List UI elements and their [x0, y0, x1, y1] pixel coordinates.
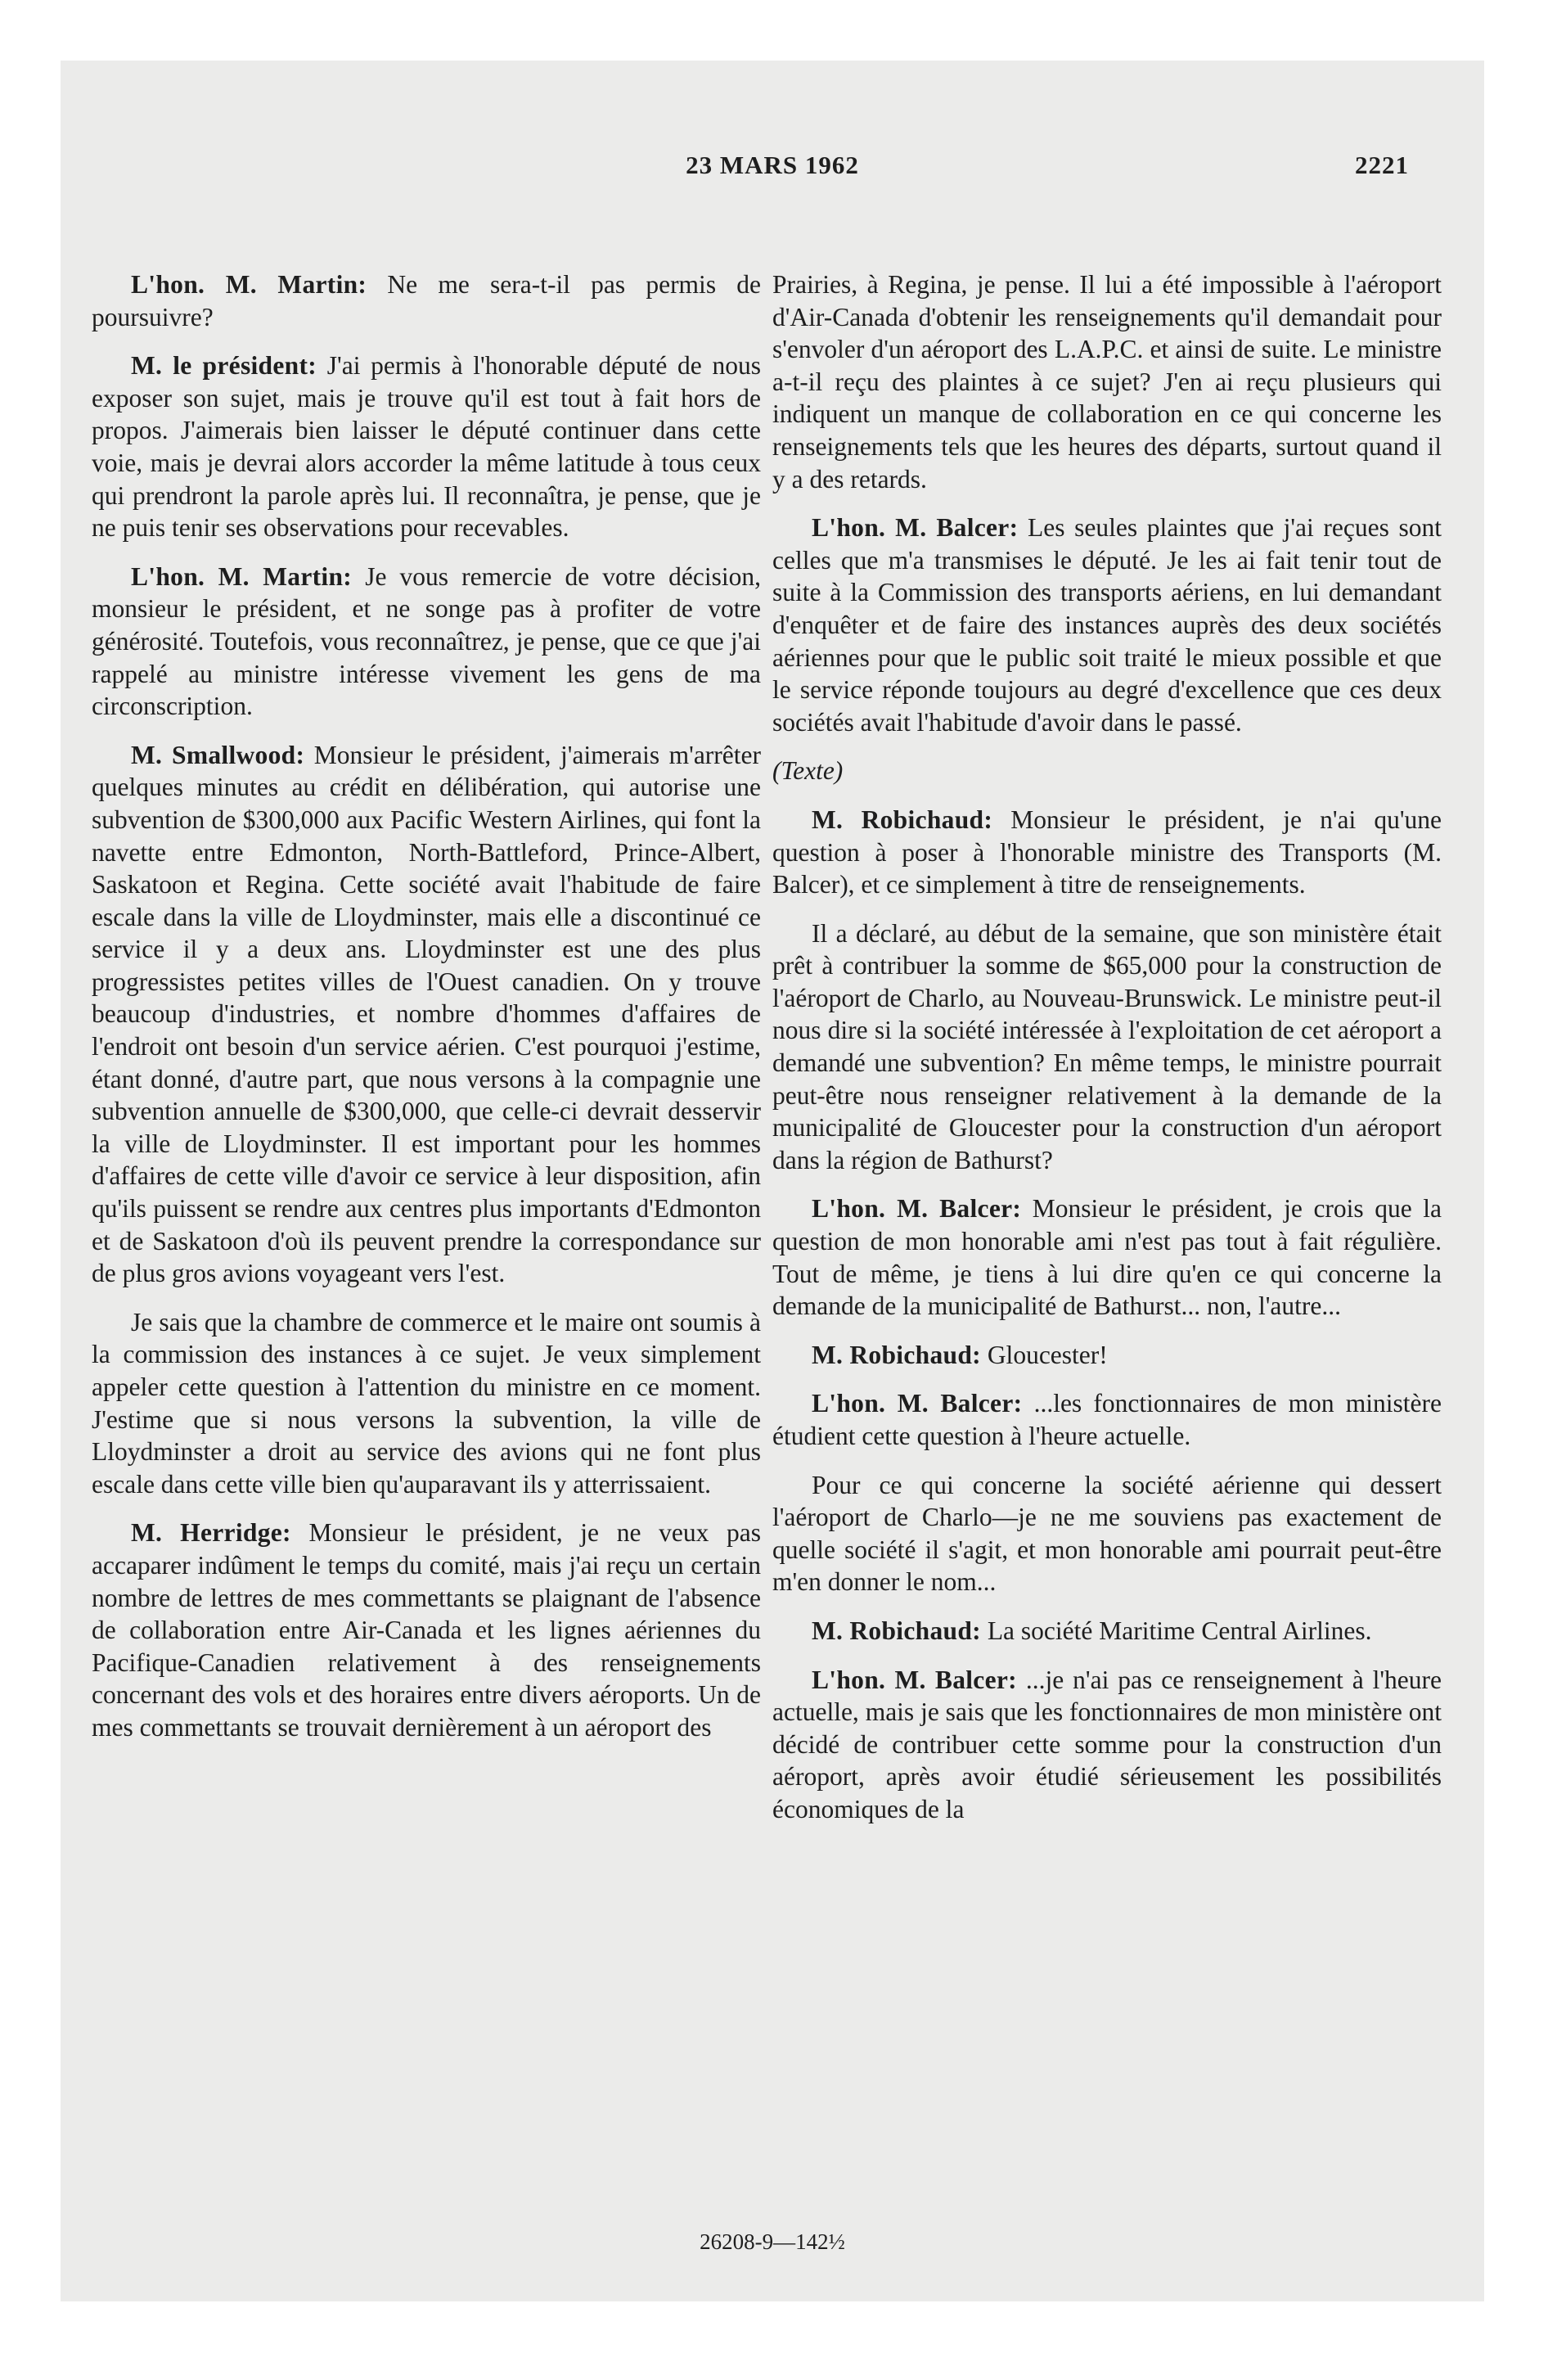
paragraph-text: Monsieur le président, je n'ai qu'une question à poser à l'honorable ministre des Transports (M. Balcer), et ce simplement à titre de renseignements. [772, 805, 1442, 899]
paragraph [92, 1306, 761, 1501]
paragraph-text: Gloucester! [980, 1340, 1108, 1369]
paragraph [772, 268, 1442, 495]
paragraph [92, 739, 761, 1290]
paragraph [772, 1615, 1442, 1648]
speaker-name: L'hon. M. Martin: [131, 270, 367, 299]
paragraph [772, 1387, 1442, 1452]
speaker-name: L'hon. M. Balcer: [812, 1389, 1023, 1418]
paragraph [92, 268, 761, 333]
paragraph-text: La société Maritime Central Airlines. [980, 1616, 1372, 1645]
paragraph [772, 917, 1442, 1177]
right-column [772, 268, 1442, 1842]
paragraph [772, 512, 1442, 738]
paragraph [772, 1339, 1442, 1372]
paragraph-text: Je vous remercie de votre décision, monsieur le président, et ne songe pas à profiter de votre générosité. Toutefois, vous reconnaîtrez, je pense, que ce que j'ai rappelé au ministre intéresse vivement les gens de ma circonscription. [92, 561, 761, 721]
paragraph-text: Il a déclaré, au début de la semaine, que son ministère était prêt à contribuer la somme de $65,000 pour la construction de l'aéroport de Charlo, au Nouveau-Brunswick. Le ministre peut-il nous dire si la société intéressée à l'exploitation de cet aéroport a demandé une subvention? En même temps, le ministre pourrait peut-être nous renseigner relativement à la demande de la municipalité de Gloucester pour la construction d'un aéroport dans la région de Bathurst? [772, 918, 1442, 1174]
paragraph-text: J'ai permis à l'honorable député de nous exposer son sujet, mais je trouve qu'il est tout à fait hors de propos. J'aimerais bien laisser le député continuer dans cette voie, mais je devrai alors accorder la même latitude à tous ceux qui prendront la parole après lui. Il reconnaîtra, je pense, que je ne puis tenir ses observations pour recevables. [92, 351, 761, 543]
speaker-name: M. Robichaud: [812, 1616, 981, 1645]
left-column [92, 268, 761, 1760]
paragraph [92, 349, 761, 544]
paragraph-text: Les seules plaintes que j'ai reçues sont celles que m'a transmises le député. Je les ai fait tenir tout de suite à la Commission des transports aériens, en lui demandant d'enquêter et de faire des instances auprès des deux sociétés aériennes pour que le public soit traité le mieux possible et que le service réponde toujours au degré d'excellence que ces deux sociétés avait l'habitude d'avoir dans le passé. [772, 513, 1442, 737]
paragraph [772, 755, 1442, 787]
speaker-name: M. le président: [131, 351, 317, 381]
paragraph-text: ...les fonctionnaires de mon ministère étudient cette question à l'heure actuelle. [772, 1389, 1442, 1450]
paragraph-text: Je sais que la chambre de commerce et le maire ont soumis à la commission des instances à ce sujet. Je veux simplement appeler cette question à l'attention du ministre en ce moment. J'estime que si nous versons la subvention, la ville de Lloydminster a droit au service des avions qui ne font plus escale dans cette ville bien qu'auparavant ils y atterrissaient. [92, 1307, 761, 1499]
paragraph [772, 1664, 1442, 1826]
speaker-name: L'hon. M. Balcer: [812, 1665, 1017, 1694]
paragraph-text: Prairies, à Regina, je pense. Il lui a été impossible à l'aéroport d'Air-Canada d'obtenir les renseignements qu'il demandait pour s'envoler d'un aéroport des L.A.P.C. et ainsi de suite. Le ministre a-t-il reçu des plaintes à ce sujet? J'en ai reçu plusieurs qui indiquent un manque de collaboration en ce qui concerne les renseignements tels que les heures des départs, surtout quand il y a des retards. [772, 270, 1442, 494]
speaker-name: M. Robichaud: [812, 805, 993, 834]
speaker-name: M. Herridge: [131, 1518, 291, 1548]
speaker-name: M. Robichaud: [812, 1340, 981, 1369]
page-footer: 26208-9—142½ [700, 2229, 845, 2254]
paragraph-text: ...je n'ai pas ce renseignement à l'heure actuelle, mais je sais que les fonctionnaires de mon ministère ont décidé de contribuer cette somme pour la construction d'un aéroport, après avoir étudié sérieusement les possibilités économiques de la [772, 1665, 1442, 1823]
page-sheet [61, 61, 1484, 2301]
speaker-name: L'hon. M. Balcer: [812, 513, 1019, 543]
paragraph-text: Monsieur le président, je ne veux pas accaparer indûment le temps du comité, mais j'ai reçu un certain nombre de lettres de mes commettants se plaignant de l'absence de collaboration entre Air-Canada et les lignes aériennes du Pacifique-Canadien relativement à des renseignements concernant des vols et des horaires entre divers aéroports. Un de mes commettants se trouvait dernièrement à un aéroport des [92, 1518, 761, 1742]
paragraph [772, 1192, 1442, 1322]
page-date: 23 MARS 1962 [686, 151, 859, 179]
paragraph-text: Monsieur le président, j'aimerais m'arrêter quelques minutes au crédit en délibération, qui autorise une subvention de $300,000 aux Pacific Western Airlines, qui font la navette entre Edmonton, North-Battleford, Prince-Albert, Saskatoon et Regina. Cette société avait l'habitude de faire escale dans la ville de Lloydminster, mais elle a discontinué ce service il y a deux ans. Lloydminster est une des plus progressistes petites villes de l'Ouest canadien. On y trouve beaucoup d'industries, et nombre d'hommes d'affaires de l'endroit ont besoin d'un service aérien. C'est pourquoi j'estime, étant donné, d'autre part, que nous versons à la compagnie une subvention annuelle de $300,000, que celle-ci devrait desservir la ville de Lloydminster. Il est important pour les hommes d'affaires de cette ville d'avoir ce service à leur disposition, afin qu'ils puissent se rendre aux centres plus importants d'Edmonton et de Saskatoon d'où ils peuvent prendre la correspondance sur de plus gros avions voyageant vers l'est. [92, 740, 761, 1288]
paragraph [772, 804, 1442, 901]
paragraph-text: Monsieur le président, je crois que la question de mon honorable ami n'est pas tout à fait régulière. Tout de même, je tiens à lui dire qu'en ce qui concerne la demande de la municipalité de Bathurst... non, l'autre... [772, 1194, 1442, 1321]
section-label: (Texte) [772, 756, 844, 786]
paragraph-text: Ne me sera-t-il pas permis de poursuivre? [92, 270, 761, 331]
paragraph-text: Pour ce qui concerne la société aérienne qui dessert l'aéroport de Charlo—je ne me souviens pas exactement de quelle société il s'agit, et mon honorable ami pourrait peut-être m'en donner le nom... [772, 1470, 1442, 1597]
paragraph [772, 1469, 1442, 1598]
speaker-name: M. Smallwood: [131, 740, 305, 769]
paragraph [92, 1517, 761, 1743]
page-number: 2221 [1355, 151, 1409, 179]
speaker-name: L'hon. M. Balcer: [812, 1194, 1022, 1224]
page-header [61, 151, 1484, 200]
speaker-name: L'hon. M. Martin: [131, 561, 353, 591]
paragraph [92, 561, 761, 723]
